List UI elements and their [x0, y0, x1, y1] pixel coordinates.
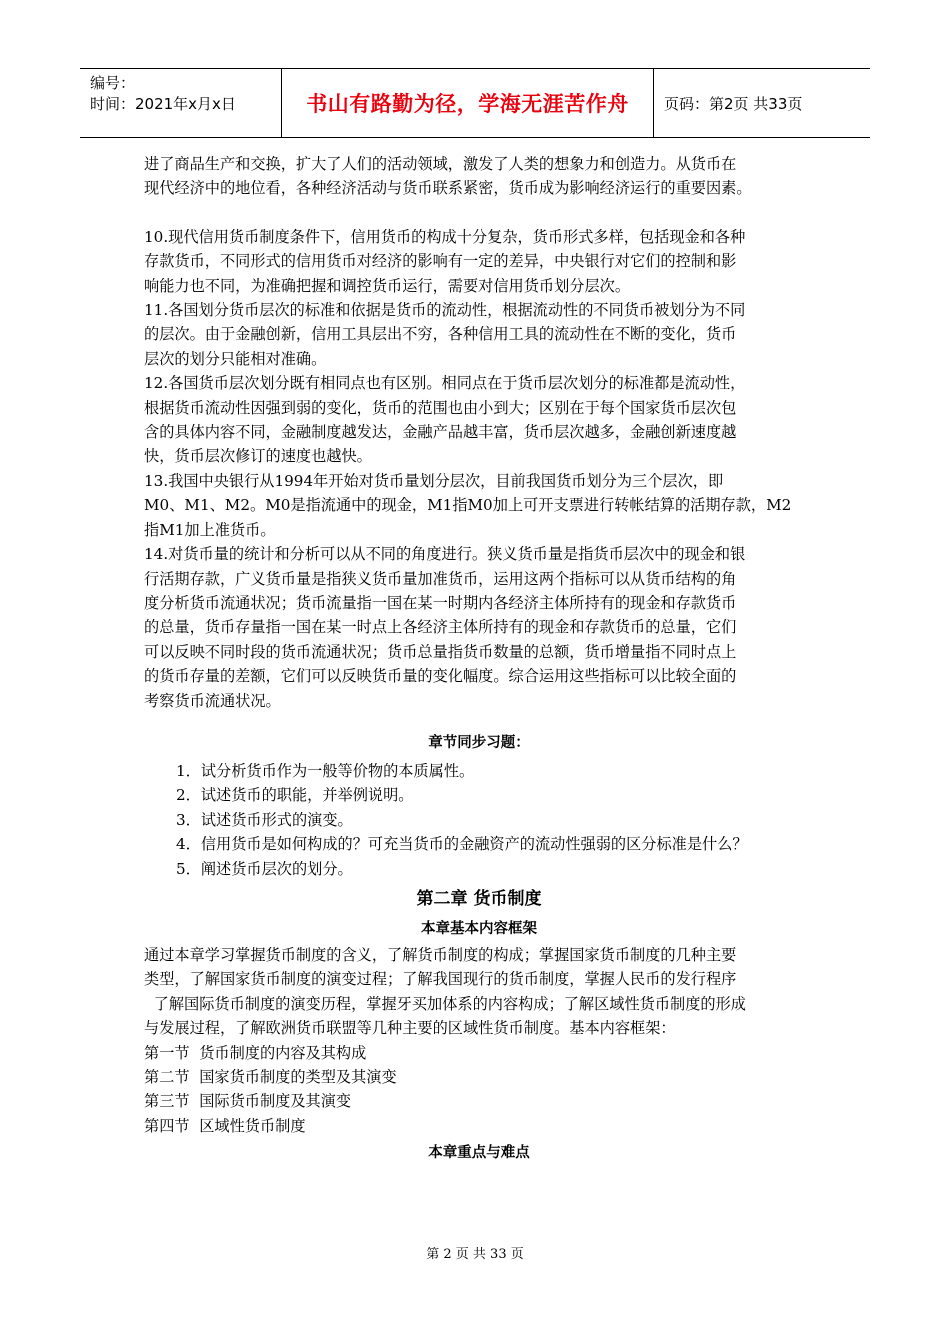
- framework-line: 了解国际货币制度的演变历程，掌握牙买加体系的内容构成；了解区域性货币制度的形成: [144, 994, 746, 1013]
- point-13-line: 指M1加上准货币。: [144, 520, 276, 539]
- key-points-heading: 本章重点与难点: [428, 1145, 530, 1162]
- point-14-line: 的货币存量的差额，它们可以反映货币量的变化幅度。综合运用这些指标可以比较全面的: [144, 667, 737, 686]
- point-11-line: 11.各国划分货币层次的标准和依据是货币的流动性，根据流动性的不同货币被划分为不同: [144, 301, 746, 320]
- point-10-line: 存款货币，不同形式的信用货币对经济的影响有一定的差异，中央银行对它们的控制和影: [144, 252, 737, 271]
- exercise-item: 5．阐述货币层次的划分。: [176, 859, 353, 878]
- exercise-item: 3．试述货币形式的演变。: [176, 810, 353, 829]
- exercise-heading: 章节同步习题：: [428, 734, 530, 751]
- point-13-line: M0、M1、M2。M0是指流通中的现金，M1指M0加上可开支票进行转帐结算的活期存款，M2: [144, 496, 792, 515]
- paragraph-line: 现代经济中的地位看，各种经济活动与货币联系紧密，货币成为影响经济运行的重要因素。: [144, 179, 752, 198]
- framework-line: 通过本章学习掌握货币制度的含义，了解货币制度的构成；掌握国家货币制度的几种主要: [144, 945, 737, 964]
- document-date: 时间：2021年x月x日: [90, 95, 236, 113]
- section-item: 第四节 区域性货币制度: [144, 1116, 306, 1135]
- point-14-line: 可以反映不同时段的货币流通状况；货币总量指货币数量的总额，货币增量指不同时点上: [144, 642, 737, 661]
- point-11-line: 层次的划分只能相对准确。: [144, 349, 327, 368]
- point-14-line: 度分析货币流通状况；货币流量指一国在某一时期内各经济主体所持有的现金和存款货币: [144, 593, 737, 612]
- point-14-line: 考察货币流通状况。: [144, 691, 281, 710]
- framework-heading: 本章基本内容框架: [421, 920, 537, 937]
- header-motto: 书山有路勤为径，学海无涯苦作舟: [281, 69, 654, 137]
- exercise-item: 4．信用货币是如何构成的？可充当货币的金融资产的流动性强弱的区分标准是什么？: [176, 835, 748, 854]
- point-14-line: 14.对货币量的统计和分析可以从不同的角度进行。狭义货币量是指货币层次中的现金和银: [144, 545, 746, 564]
- point-11-line: 的层次。由于金融创新，信用工具层出不穷，各种信用工具的流动性在不断的变化，货币: [144, 325, 737, 344]
- section-item: 第三节 国际货币制度及其演变: [144, 1092, 352, 1111]
- paragraph-line: 进了商品生产和交换，扩大了人们的活动领域，激发了人类的想象力和创造力。从货币在: [144, 155, 737, 173]
- point-10-line: 响能力也不同，为准确把握和调控货币运行，需要对信用货币划分层次。: [144, 276, 630, 295]
- point-12-line: 根据货币流动性因强到弱的变化，货币的范围也由小到大；区别在于每个国家货币层次包: [144, 398, 737, 417]
- section-item: 第一节 货币制度的内容及其构成: [144, 1043, 367, 1062]
- page-footer: 第 2 页 共 33 页: [426, 1247, 524, 1262]
- framework-line: 与发展过程，了解欧洲货币联盟等几种主要的区域性货币制度。基本内容框架：: [144, 1019, 676, 1038]
- chapter-title: 第二章 货币制度: [416, 888, 542, 909]
- header-meta: [80, 69, 281, 137]
- document-number: 编号：: [90, 74, 136, 92]
- point-12-line: 含的具体内容不同，金融制度越发达，金融产品越丰富，货币层次越多，金融创新速度越: [144, 423, 737, 442]
- section-item: 第二节 国家货币制度的类型及其演变: [144, 1068, 397, 1086]
- point-14-line: 行活期存款，广义货币量是指狭义货币量加准货币，运用这两个指标可以从货币结构的角: [144, 569, 737, 588]
- point-12-line: 快，货币层次修订的速度也越快。: [144, 447, 372, 466]
- exercise-item: 1．试分析货币作为一般等价物的本质属性。: [176, 761, 475, 780]
- header-page-number: 页码：第2页 共33页: [664, 94, 803, 113]
- point-10-line: 10.现代信用货币制度条件下，信用货币的构成十分复杂，货币形式多样，包括现金和各种: [144, 227, 746, 246]
- point-12-line: 12.各国货币层次划分既有相同点也有区别。相同点在于货币层次划分的标准都是流动性，: [144, 374, 746, 393]
- point-13-line: 13.我国中央银行从1994年开始对货币量划分层次，目前我国货币划分为三个层次，即: [144, 471, 724, 490]
- framework-line: 类型，了解国家货币制度的演变过程；了解我国现行的货币制度，掌握人民币的发行程序: [144, 970, 737, 989]
- document-body: [144, 152, 814, 1168]
- point-14-line: 的总量，货币存量指一国在某一时点上各经济主体所持有的现金和存款货币的总量，它们: [144, 618, 737, 637]
- page-header: [80, 68, 870, 138]
- exercise-item: 2．试述货币的职能，并举例说明。: [176, 786, 414, 805]
